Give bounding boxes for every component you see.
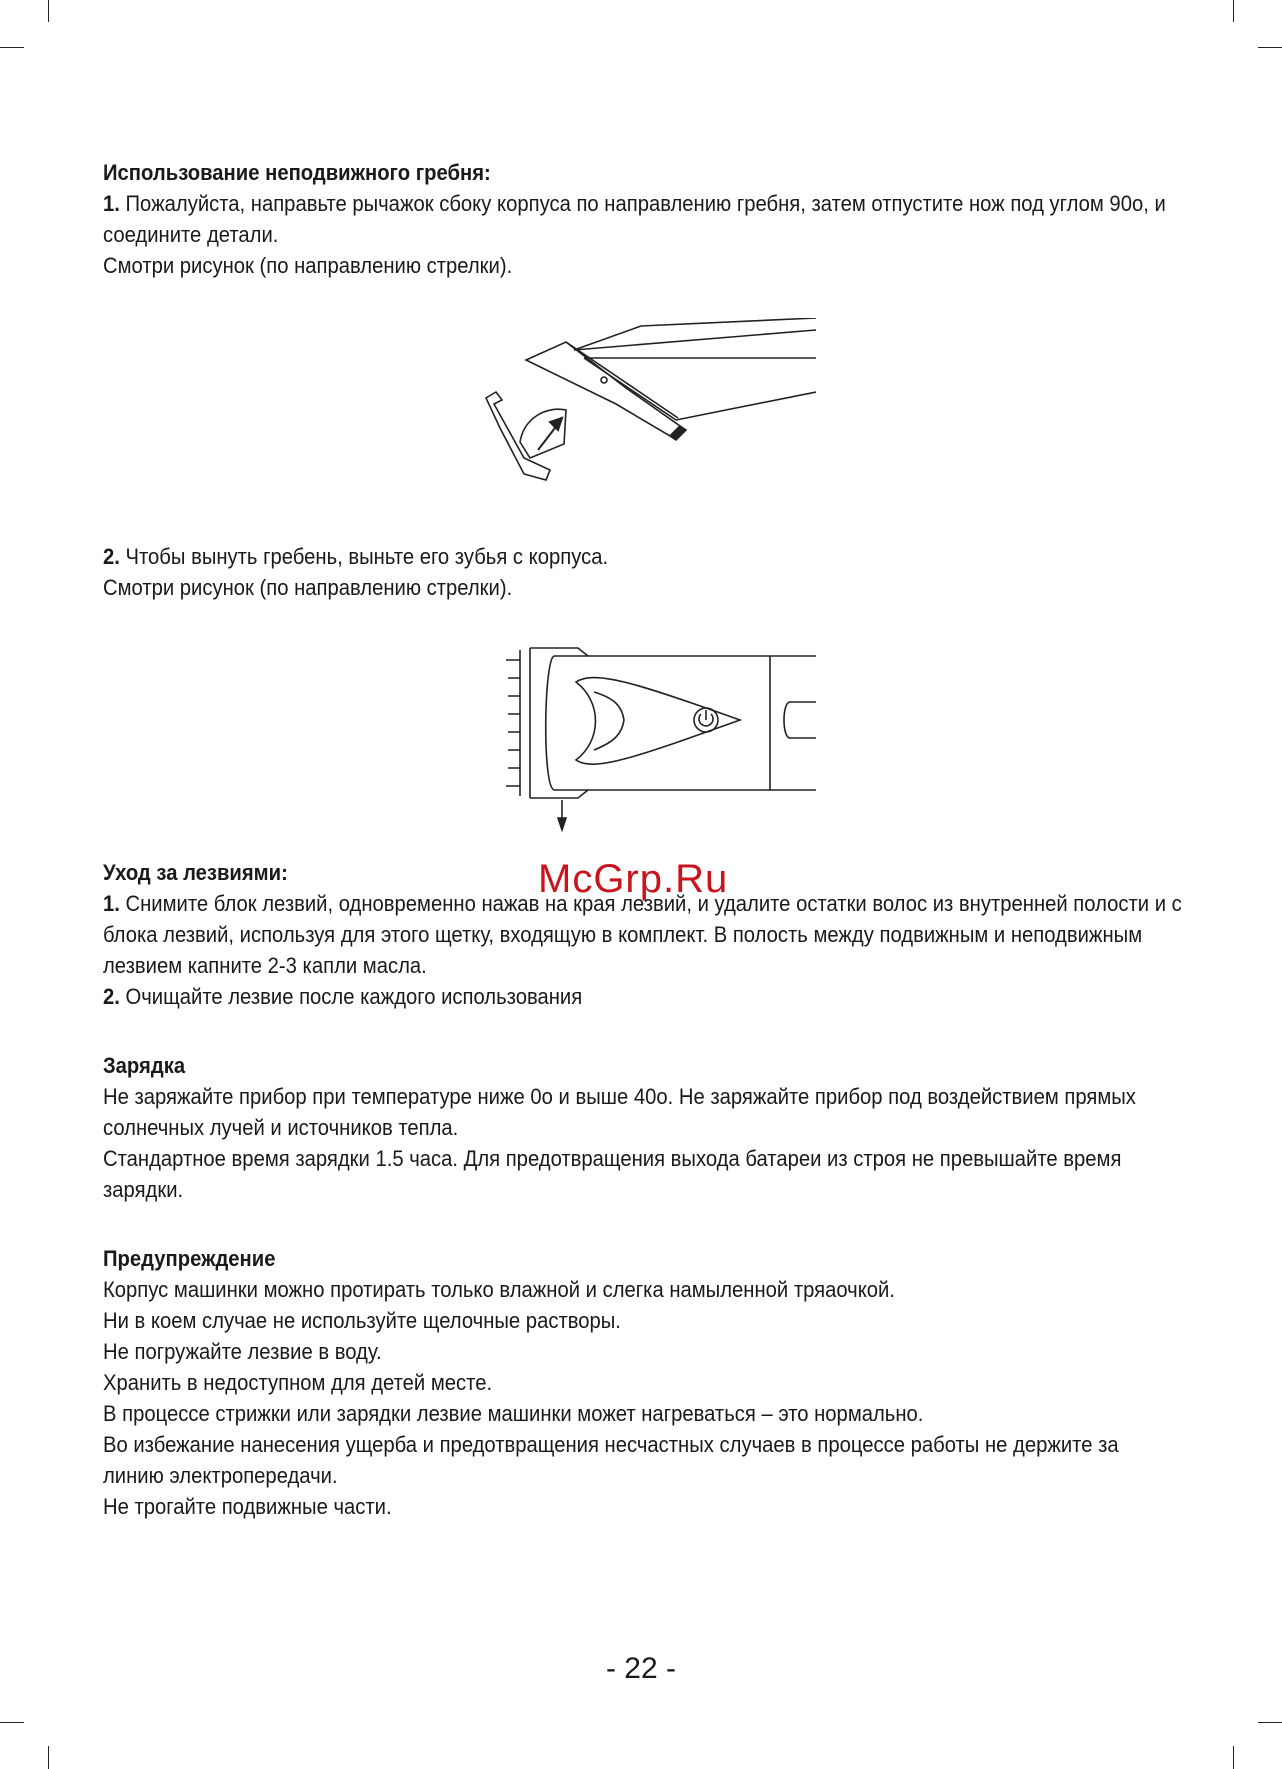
charging-para-2: Стандартное время зарядки 1.5 часа. Для предотвращения выхода батареи из строя не превышайте время зарядки.	[103, 1146, 1122, 1202]
see-figure-2: Смотри рисунок (по направлению стрелки).	[103, 575, 513, 600]
figure-comb-attach	[466, 318, 816, 508]
item-number: 1.	[103, 891, 120, 916]
warning-line: Хранить в недоступном для детей месте.	[103, 1370, 493, 1395]
warning-line: Во избежание нанесения ущерба и предотвращения несчастных случаев в процессе работы не держите за линию электропередачи.	[103, 1432, 1119, 1488]
heading-blade-care: Уход за лезвиями:	[103, 860, 288, 885]
step-text: Чтобы вынуть гребень, выньте его зубья с корпуса.	[119, 544, 609, 569]
step-1	[103, 188, 1183, 250]
page-number: - 22 -	[605, 1652, 677, 1685]
warning-line: Ни в коем случае не используйте щелочные растворы.	[103, 1308, 621, 1333]
warning-line: В процессе стрижки или зарядки лезвие машинки может нагреваться – это нормально.	[103, 1401, 924, 1426]
warning-line: Не погружайте лезвие в воду.	[103, 1339, 382, 1364]
crop-mark	[1233, 1746, 1234, 1769]
item-number: 2.	[103, 984, 120, 1009]
see-figure-1: Смотри рисунок (по направлению стрелки).	[103, 253, 513, 278]
section-charging	[103, 1051, 1277, 1205]
warning-line: Не трогайте подвижные части.	[103, 1494, 392, 1519]
section-warning	[103, 1244, 1277, 1522]
crop-mark	[1233, 0, 1234, 22]
heading-warning: Предупреждение	[103, 1246, 276, 1271]
crop-mark	[1258, 1722, 1282, 1723]
warning-line: Корпус машинки можно протирать только влажной и слегка намыленной тряаочкой.	[103, 1277, 895, 1302]
care-item-2	[103, 981, 1183, 1012]
heading-charging: Зарядка	[103, 1053, 186, 1078]
section-remove-comb	[103, 541, 1277, 603]
watermark: McGrp.Ru	[538, 857, 729, 901]
section-blade-care	[103, 858, 1277, 1012]
step-number: 2.	[103, 544, 120, 569]
charging-para-1: Не заряжайте прибор при температуре ниже 0о и выше 40о. Не заряжайте прибор под воздействием прямых солнечных лучей и источников тепла.	[103, 1084, 1136, 1140]
care-item-1	[103, 888, 1183, 981]
crop-mark	[0, 47, 24, 48]
item-text: Снимите блок лезвий, одновременно нажав на края лезвий, и удалите остатки волос из внутренней полости и с блока лезвий, используя для этого щетку, входящую в комплект. В полость между подвижным и неподвижным лезвием капните 2-3 капли масла.	[103, 891, 1182, 978]
crop-mark	[48, 0, 49, 22]
heading-fixed-comb: Использование неподвижного гребня:	[103, 160, 491, 185]
figure-clipper-top	[484, 640, 816, 832]
step-2	[103, 541, 1183, 572]
step-text: Пожалуйста, направьте рычажок сбоку корпуса по направлению гребня, затем отпустите нож под углом 90о, и соедините детали.	[103, 191, 1166, 247]
crop-mark	[48, 1746, 49, 1769]
item-text: Очищайте лезвие после каждого использования	[119, 984, 583, 1009]
crop-mark	[0, 1722, 24, 1723]
step-number: 1.	[103, 191, 120, 216]
crop-mark	[1258, 47, 1282, 48]
section-fixed-comb	[103, 158, 1277, 281]
